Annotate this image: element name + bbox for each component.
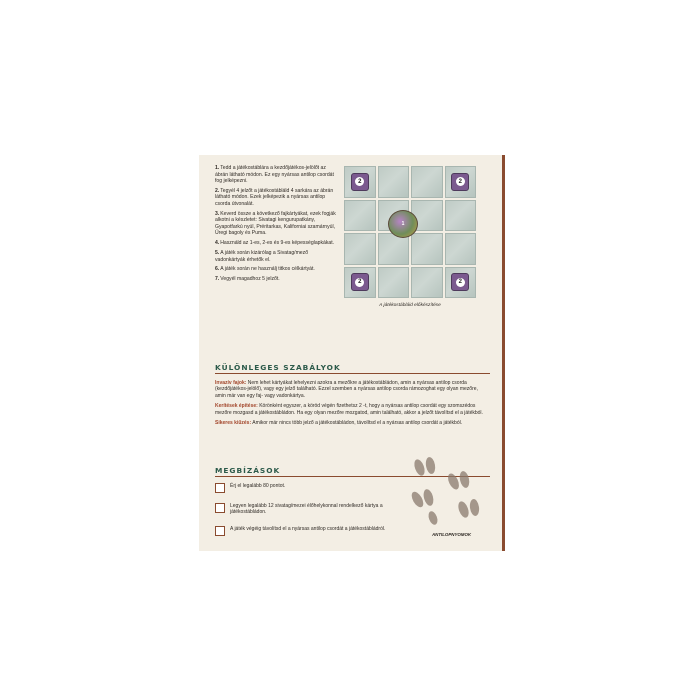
- board-tile: [378, 267, 410, 299]
- player-board-diagram: [344, 166, 476, 298]
- setup-step: 3.Keverd össze a következő fajkártyákat, ezek fogják alkotni a készletet: Sivatagi kengurupatkány, Gyapotfarkú nyúl, Préritarkas, Kaliforniai szamárnyúl, Üregi bagoly és Puma.: [215, 210, 336, 237]
- mission-item: Érj el legalább 80 pontot.: [215, 483, 400, 493]
- mission-item: Legyen legalább 12 sivatag/mezei élőhelykonnal rendelkező kártya a játékostábládon.: [215, 503, 400, 516]
- board-tile: [411, 267, 443, 299]
- board-tile: [445, 200, 477, 232]
- rulebook-page: [199, 155, 505, 551]
- antelope-tracks-icon: [409, 455, 489, 533]
- board-tile: [378, 166, 410, 198]
- board-tile: [344, 200, 376, 232]
- board-tile: [445, 233, 477, 265]
- board-tile: [344, 233, 376, 265]
- board-tile: [445, 267, 477, 299]
- marker-token-icon: 2: [451, 273, 469, 291]
- rule-item: Sikeres kiűzés: Amikor már nincs több jelző a játékostábládon, távolítsd el a nyársas antilop csordát a játékból.: [215, 420, 463, 427]
- setup-step: 4.Használd az 1-es, 2-es és 9-es képességlapkákat.: [215, 240, 335, 247]
- tracks-label: ANTILOPNYOMOK: [432, 532, 472, 537]
- marker-token-icon: 2: [351, 173, 369, 191]
- setup-step: 6.A játék során ne használj titkos célkártyát.: [215, 266, 315, 273]
- mission-checkbox[interactable]: [215, 503, 225, 513]
- missions-list: [215, 483, 400, 546]
- board-tile: [344, 166, 376, 198]
- missions-heading: MEGBÍZÁSOK: [215, 466, 281, 475]
- first-player-marker-icon: 1: [388, 210, 418, 238]
- mission-checkbox[interactable]: [215, 483, 225, 493]
- heading-divider: [215, 373, 490, 374]
- setup-step: 5.A játék során kizárólag a Sivatag/mező vadonkártyák érhetők el.: [215, 250, 309, 263]
- board-tile: [411, 166, 443, 198]
- special-rules-heading: KÜLÖNLEGES SZABÁLYOK: [215, 363, 341, 372]
- board-caption: A játékostábláid előkészítése: [379, 303, 441, 308]
- rule-item: Invazív fajok: Nem lehet kártyákat lehelyezni azokra a mezőkre a játékostábládon, amin a nyársas antilop csorda (kezdőjátékos-jelölő), vagy egy jelző található. Ezzel szemben a nyársas antilop csorda rámozoghat egy olyan mezőre, amin már van egy faj- vagy vadonkártya.: [215, 380, 478, 399]
- board-tile: [445, 166, 477, 198]
- setup-steps: [215, 165, 338, 286]
- marker-token-icon: 2: [351, 273, 369, 291]
- board-tile: [344, 267, 376, 299]
- marker-token-icon: 2: [451, 173, 469, 191]
- setup-step: 2.Tegyél 4 jelzőt a játékostábláld 4 sarkára az ábrán látható módon. Ezek jelképezik a nyársas antilop csorda útvonalát.: [215, 187, 334, 207]
- special-rules-list: [215, 380, 489, 430]
- setup-step: 7.Vegyél magadhoz 5 jelzőt.: [215, 276, 280, 283]
- board-tile: [411, 233, 443, 265]
- setup-step: 1.Tedd a játékostáblára a kezdőjátékos-jelölőt az ábrán látható módon. Ez egy nyársas antilop csordát fog jelképezni.: [215, 165, 334, 184]
- mission-checkbox[interactable]: [215, 526, 225, 536]
- rule-item: Kerítések építése: Körönként egyszer, a köröd végén fizethetsz 2 -t, hogy a nyársas antilop csordát egy szomszédos mezőre mozgasd a játékostábládon. Ha egy olyan mezőre mozgatod, amin található, akkor a jelzőt távolítsd el a játékból.: [215, 403, 483, 416]
- mission-item: A játék végéig távolítsd el a nyársas antilop csordát a játékostábládról.: [215, 526, 400, 536]
